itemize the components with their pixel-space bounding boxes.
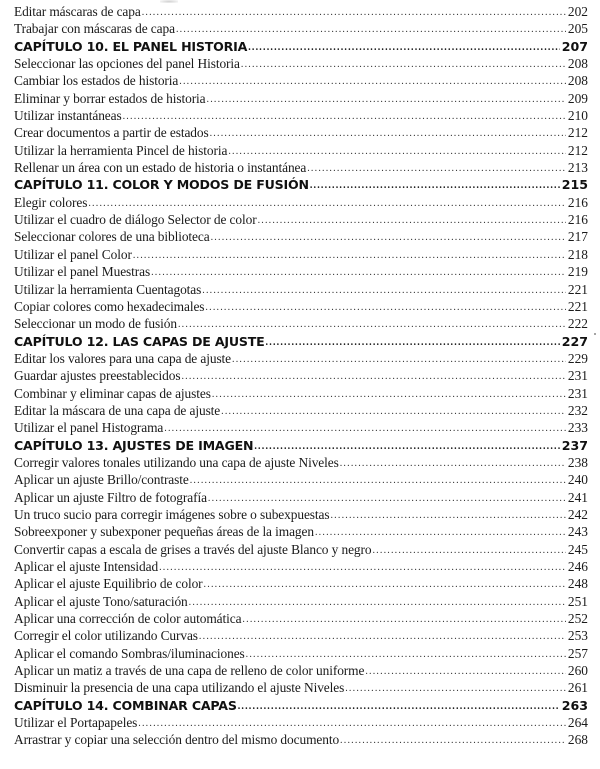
page-number: 231 — [567, 368, 588, 384]
section-title: Utilizar la herramienta Cuentagotas — [14, 281, 202, 297]
section-title: Utilizar el panel Muestras — [14, 264, 151, 280]
chapter-title: CAPÍTULO 11. COLOR Y MODOS DE FUSIÓN — [14, 177, 309, 193]
section-title: Utilizar el panel Color — [14, 246, 132, 262]
toc-section-entry[interactable] — [14, 142, 588, 159]
dot-leader — [345, 680, 566, 696]
toc-section-entry[interactable] — [14, 731, 588, 748]
toc-section-entry[interactable] — [14, 471, 588, 488]
toc-section-entry[interactable] — [14, 350, 588, 367]
toc-section-entry[interactable] — [14, 281, 588, 298]
page-number: 253 — [567, 628, 588, 644]
toc-section-entry[interactable] — [14, 211, 588, 228]
chapter-title: CAPÍTULO 13. AJUSTES DE IMAGEN — [14, 437, 254, 453]
section-title: Arrastrar y copiar una selección dentro del mismo documento — [14, 732, 340, 748]
section-title: Elegir colores — [14, 194, 88, 210]
toc-section-entry[interactable] — [14, 263, 588, 280]
page-number: 246 — [567, 559, 588, 574]
section-title: Editar la máscara de una capa de ajuste — [14, 402, 221, 418]
toc-section-entry[interactable] — [14, 90, 588, 107]
section-title: Utilizar instantáneas — [14, 108, 122, 124]
page-number: 207 — [561, 38, 588, 54]
toc-chapter-entry[interactable] — [14, 697, 588, 714]
toc-section-entry[interactable] — [14, 402, 588, 419]
dot-leader — [307, 160, 566, 176]
dot-leader — [123, 108, 566, 124]
dot-leader — [159, 559, 566, 575]
page-number: 209 — [567, 90, 588, 106]
toc-section-entry[interactable] — [14, 489, 588, 506]
page-number: 205 — [567, 21, 588, 37]
page-number: 240 — [567, 472, 588, 488]
section-title: Aplicar un matiz a través de una capa de relleno de color uniforme — [14, 663, 365, 679]
toc-section-entry[interactable] — [14, 593, 588, 610]
dot-leader — [248, 39, 560, 55]
dot-leader — [241, 56, 566, 72]
dot-leader — [133, 247, 566, 263]
toc-section-entry[interactable] — [14, 20, 588, 37]
chapter-title: CAPÍTULO 14. COMBINAR CAPAS — [14, 697, 237, 713]
toc-section-entry[interactable] — [14, 627, 588, 644]
page-number: 241 — [567, 489, 588, 505]
toc-chapter-entry[interactable] — [14, 437, 588, 454]
dot-leader — [258, 212, 566, 228]
page-number: 245 — [567, 541, 588, 557]
section-title: Utilizar el panel Histograma — [14, 420, 164, 436]
page-number: 251 — [567, 593, 588, 609]
page-number: 232 — [567, 402, 588, 418]
page-number: 264 — [567, 715, 588, 731]
section-title: Aplicar el ajuste Tono/saturación — [14, 593, 188, 609]
dot-leader — [199, 628, 566, 644]
toc-section-entry[interactable] — [14, 714, 588, 731]
toc-section-entry[interactable] — [14, 645, 588, 662]
toc-section-entry[interactable] — [14, 107, 588, 124]
section-title: Aplicar el comando Sombras/iluminaciones — [14, 645, 245, 661]
page-number: 202 — [567, 4, 588, 19]
dot-leader — [138, 715, 566, 731]
section-title: Un truco sucio para corregir imágenes sobre o subexpuestas — [14, 506, 330, 522]
page-number: 213 — [567, 160, 588, 176]
section-title: Aplicar una corrección de color automática — [14, 611, 242, 627]
toc-section-entry[interactable] — [14, 679, 588, 696]
section-title: Aplicar el ajuste Intensidad — [14, 559, 159, 574]
section-title: Aplicar un ajuste Brillo/contraste — [14, 472, 189, 488]
page-number: 233 — [567, 420, 588, 436]
section-title: Corregir el color utilizando Curvas — [14, 628, 198, 644]
section-title: Corregir valores tonales utilizando una capa de ajuste Niveles — [14, 454, 339, 470]
section-title: Aplicar un ajuste Filtro de fotografía — [14, 489, 207, 505]
section-title: Utilizar el Portapapeles — [14, 715, 138, 731]
section-title: Crear documentos a partir de estados — [14, 125, 209, 141]
dot-leader — [207, 91, 566, 107]
scan-speck — [594, 333, 596, 335]
dot-leader — [212, 386, 566, 402]
dot-leader — [208, 490, 566, 506]
toc-section-entry[interactable] — [14, 506, 588, 523]
dot-leader — [238, 698, 560, 714]
toc-chapter-entry[interactable] — [14, 176, 588, 193]
dot-leader — [204, 576, 566, 592]
chapter-title: CAPÍTULO 10. EL PANEL HISTORIA — [14, 38, 248, 54]
toc-section-entry[interactable] — [14, 558, 588, 575]
section-title: Editar máscaras de capa — [14, 4, 141, 19]
page-number: 212 — [567, 125, 588, 141]
toc-section-entry[interactable] — [14, 124, 588, 141]
page-number: 210 — [567, 108, 588, 124]
dot-leader — [190, 472, 566, 488]
toc-section-entry[interactable] — [14, 159, 588, 176]
page-number: 216 — [567, 194, 588, 210]
page-number: 227 — [561, 333, 588, 349]
page-number: 268 — [567, 732, 588, 748]
page-number: 208 — [567, 56, 588, 72]
toc-section-entry[interactable] — [14, 55, 588, 72]
dot-leader — [372, 542, 565, 558]
page-number: 208 — [567, 73, 588, 89]
section-title: Combinar y eliminar capas de ajustes — [14, 385, 211, 401]
dot-leader — [330, 507, 565, 523]
dot-leader — [210, 125, 566, 141]
page-number: 248 — [567, 576, 588, 592]
dot-leader — [242, 611, 565, 627]
toc-section-entry[interactable] — [14, 194, 588, 211]
section-title: Editar los valores para una capa de ajuste — [14, 350, 232, 366]
page-number: 252 — [567, 611, 588, 627]
toc-section-entry[interactable] — [14, 315, 588, 332]
dot-leader — [315, 524, 566, 540]
dot-leader — [88, 195, 566, 211]
section-title: Utilizar el cuadro de diálogo Selector de color — [14, 212, 257, 228]
toc-section-entry[interactable] — [14, 246, 588, 263]
page-number: 215 — [561, 177, 588, 193]
page-number: 238 — [567, 454, 588, 470]
dot-leader — [164, 420, 566, 436]
page-number: 237 — [561, 437, 588, 453]
dot-leader — [179, 73, 566, 89]
dot-leader — [205, 299, 565, 315]
section-title: Trabajar con máscaras de capa — [14, 21, 175, 37]
section-title: Aplicar el ajuste Equilibrio de color — [14, 576, 203, 592]
section-title: Eliminar y borrar estados de historia — [14, 90, 206, 106]
section-title: Disminuir la presencia de una capa utilizando el ajuste Niveles — [14, 680, 345, 696]
page-number: 257 — [567, 645, 588, 661]
dot-leader — [181, 368, 565, 384]
page-number: 263 — [561, 697, 588, 713]
toc-section-entry[interactable] — [14, 72, 588, 89]
page-number: 216 — [567, 212, 588, 228]
toc-section-entry[interactable] — [14, 385, 588, 402]
dot-leader — [142, 4, 566, 20]
dot-leader — [221, 403, 566, 419]
page-number: 221 — [567, 281, 588, 297]
chapter-title: CAPÍTULO 12. LAS CAPAS DE AJUSTE — [14, 333, 265, 349]
dot-leader — [176, 21, 566, 37]
page-number: 229 — [567, 350, 588, 366]
dot-leader — [340, 455, 566, 471]
section-title: Guardar ajustes preestablecidos — [14, 368, 181, 384]
page-number: 242 — [567, 506, 588, 522]
page-number: 218 — [567, 246, 588, 262]
toc-section-entry[interactable] — [14, 523, 588, 540]
table-of-contents — [14, 3, 588, 749]
page-number: 222 — [567, 316, 588, 332]
dot-leader — [178, 316, 566, 332]
toc-chapter-entry[interactable] — [14, 333, 588, 350]
dot-leader — [151, 264, 566, 280]
section-title: Seleccionar un modo de fusión — [14, 316, 177, 332]
dot-leader — [232, 351, 566, 367]
dot-leader — [202, 282, 566, 298]
dot-leader — [310, 177, 560, 193]
toc-section-entry[interactable] — [14, 367, 588, 384]
section-title: Cambiar los estados de historia — [14, 73, 179, 89]
page-number: 261 — [567, 680, 588, 696]
toc-section-entry[interactable] — [14, 610, 588, 627]
section-title: Utilizar la herramienta Pincel de historia — [14, 142, 228, 158]
section-title: Seleccionar colores de una biblioteca — [14, 229, 210, 245]
page-number: 231 — [567, 385, 588, 401]
dot-leader — [228, 143, 566, 159]
dot-leader — [189, 594, 566, 610]
dot-leader — [266, 334, 560, 350]
toc-section-entry[interactable] — [14, 454, 588, 471]
section-title: Rellenar un área con un estado de historia o instantánea — [14, 160, 307, 176]
page-number: 260 — [567, 663, 588, 679]
toc-section-entry[interactable] — [14, 541, 588, 558]
page-number: 219 — [567, 264, 588, 280]
section-title: Copiar colores como hexadecimales — [14, 298, 205, 314]
toc-section-entry[interactable] — [14, 298, 588, 315]
dot-leader — [340, 732, 566, 748]
page-number: 212 — [567, 142, 588, 158]
toc-section-entry[interactable] — [14, 419, 588, 436]
section-title: Sobreexponer y subexponer pequeñas áreas de la imagen — [14, 524, 314, 540]
dot-leader — [365, 663, 566, 679]
section-title: Seleccionar las opciones del panel Historia — [14, 56, 240, 72]
toc-section-entry[interactable] — [14, 662, 588, 679]
toc-chapter-entry[interactable] — [14, 38, 588, 55]
dot-leader — [254, 438, 559, 454]
section-title: Convertir capas a escala de grises a través del ajuste Blanco y negro — [14, 541, 372, 557]
page-number: 221 — [567, 298, 588, 314]
dot-leader — [211, 229, 566, 245]
page-number: 243 — [567, 524, 588, 540]
toc-section-entry[interactable] — [14, 228, 588, 245]
toc-section-entry[interactable] — [14, 3, 588, 20]
dot-leader — [246, 646, 566, 662]
page-number: 217 — [567, 229, 588, 245]
toc-section-entry[interactable] — [14, 575, 588, 592]
